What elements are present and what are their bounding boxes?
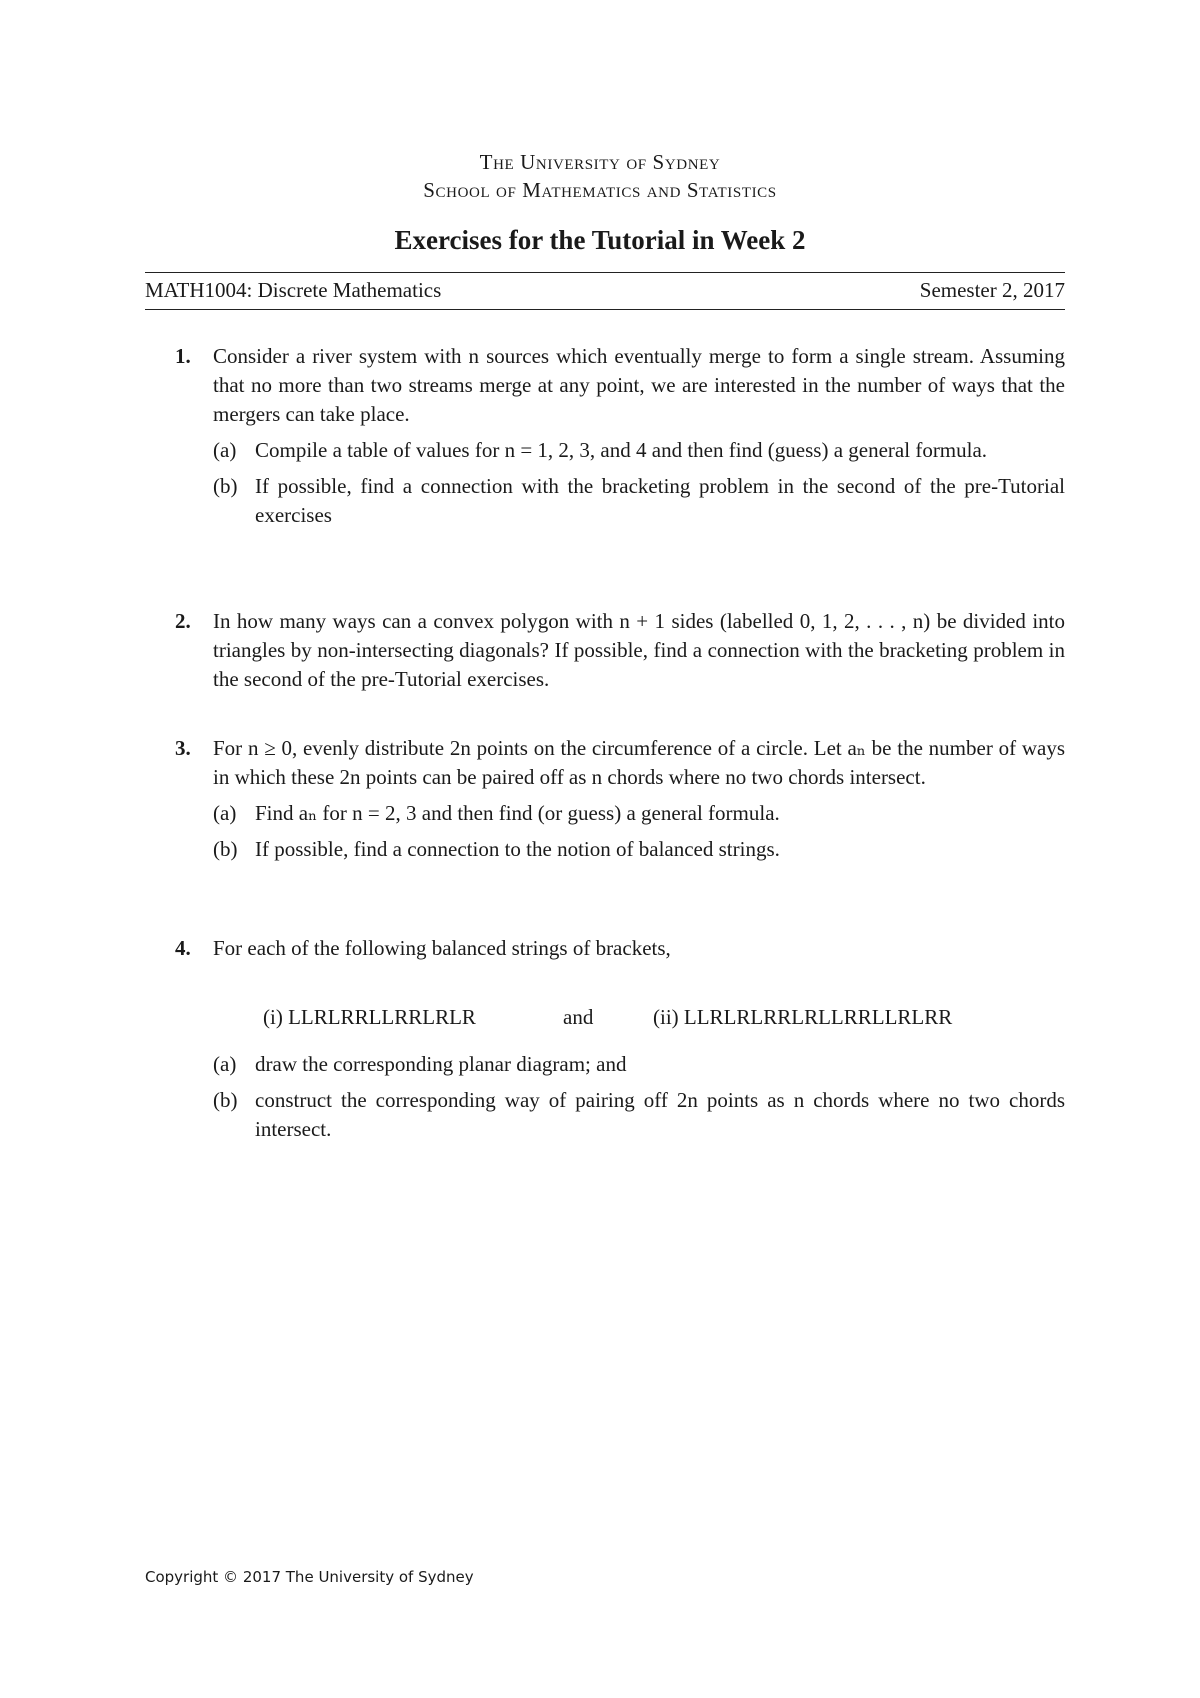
part-text: construct the corresponding way of pairing off 2n points as n chords where no two chords intersect.	[255, 1088, 1065, 1141]
exercise-parts	[213, 436, 1065, 530]
exercise-number: 4.	[175, 936, 191, 960]
part-text: Find aₙ for n = 2, 3 and then find (or guess) a general formula.	[255, 801, 780, 825]
exercise-number: 1.	[175, 344, 191, 368]
exercise-4	[145, 934, 1065, 1151]
part-text: draw the corresponding planar diagram; and	[255, 1052, 627, 1076]
exercise-part	[213, 1050, 1065, 1079]
course-code-name: MATH1004: Discrete Mathematics	[145, 278, 442, 302]
exercise-1	[145, 342, 1065, 537]
school-name: School of Mathematics and Statistics	[423, 178, 777, 202]
part-label: (b)	[213, 1088, 238, 1112]
part-text: If possible, find a connection to the notion of balanced strings.	[255, 837, 780, 861]
copyright-footer: Copyright © 2017 The University of Sydney	[145, 1568, 474, 1586]
exercise-part	[213, 436, 1065, 465]
strings-connector: and	[563, 1005, 594, 1029]
exercise-parts	[213, 1050, 1065, 1144]
bracket-string-ii: (ii) LLRLRLRRLRLLRRLLRLRR	[653, 1005, 953, 1029]
page-title: Exercises for the Tutorial in Week 2	[394, 225, 806, 255]
exercise-2	[145, 607, 1065, 694]
part-text: Compile a table of values for n = 1, 2, 3, and 4 and then find (guess) a general formula.	[255, 438, 988, 462]
exercise-part	[213, 472, 1065, 530]
part-label: (b)	[213, 837, 238, 861]
bottom-divider	[145, 309, 1065, 310]
exercise-part	[213, 799, 1065, 828]
part-label: (b)	[213, 474, 238, 498]
exercise-part	[213, 835, 1065, 864]
university-name: The University of Sydney	[479, 150, 721, 174]
bracket-strings	[263, 1003, 1065, 1032]
exercise-text: In how many ways can a convex polygon with n + 1 sides (labelled 0, 1, 2, . . . , n) be divided into triangles by non-intersecting diagonals? If possible, find a connection with the bracketing problem in the second of the pre-Tutorial exercises.	[213, 609, 1065, 691]
exercise-3	[145, 734, 1065, 871]
bracket-string-i: (i) LLRLRRLLRRLRLR	[263, 1005, 476, 1029]
exercise-parts	[213, 799, 1065, 864]
exercise-text: Consider a river system with n sources which eventually merge to form a single stream. Assuming that no more than two streams merge at any point, we are interested in the number of ways that the mergers can take place.	[213, 344, 1065, 426]
exercise-part	[213, 1086, 1065, 1144]
part-label: (a)	[213, 801, 237, 825]
exercise-text: For each of the following balanced strings of brackets,	[213, 936, 671, 960]
part-label: (a)	[213, 438, 237, 462]
exercise-text: For n ≥ 0, evenly distribute 2n points on the circumference of a circle. Let aₙ be the number of ways in which these 2n points can be paired off as n chords where no two chords intersect.	[213, 736, 1065, 789]
exercise-number: 3.	[175, 736, 191, 760]
part-text: If possible, find a connection with the bracketing problem in the second of the pre-Tutorial exercises	[255, 474, 1065, 527]
semester-label: Semester 2, 2017	[919, 278, 1065, 302]
exercise-number: 2.	[175, 609, 191, 633]
part-label: (a)	[213, 1052, 237, 1076]
document-header	[0, 148, 1200, 204]
top-divider	[145, 272, 1065, 273]
course-info-row	[145, 278, 1065, 303]
